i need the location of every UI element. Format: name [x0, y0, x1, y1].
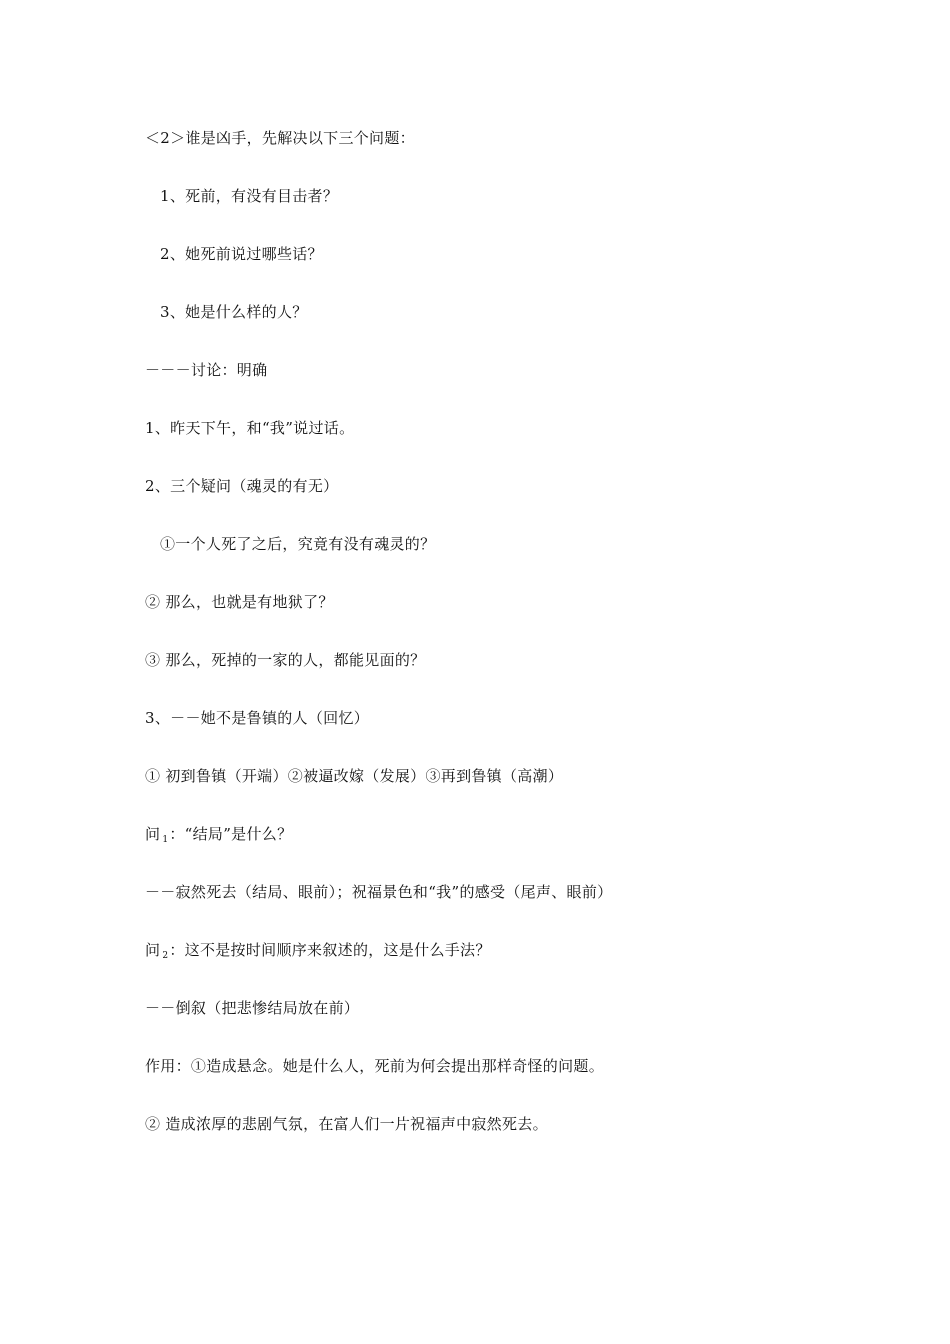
plot-stages: ① 初到鲁镇（开端）②被逼改嫁（发展）③再到鲁镇（高潮）	[145, 767, 564, 785]
doubt-1: ①一个人死了之后，究竟有没有魂灵的？	[160, 535, 436, 553]
question-1-text: ：“结局”是什么？	[169, 825, 293, 843]
question-1-prefix: 问	[145, 825, 161, 843]
question-item-2: 2、她死前说过哪些话？	[160, 245, 323, 263]
doubt-2: ② 那么，也就是有地狱了？	[145, 593, 334, 611]
effect-2: ② 造成浓厚的悲剧气氛，在富人们一片祝福声中寂然死去。	[145, 1115, 548, 1133]
answer-3: 3、－－她不是鲁镇的人（回忆）	[145, 709, 370, 727]
answer-q1: －－寂然死去（结局、眼前）；祝福景色和“我”的感受（尾声、眼前）	[145, 883, 613, 901]
doubt-3: ③ 那么，死掉的一家的人，都能见面的？	[145, 651, 426, 669]
question-2-text: ：这不是按时间顺序来叙述的，这是什么手法？	[169, 941, 491, 959]
answer-1: 1、昨天下午，和“我”说过话。	[145, 419, 355, 437]
question-2-subscript: 2	[162, 951, 169, 961]
question-1	[145, 824, 292, 850]
effect-1: 作用：①造成悬念。她是什么人，死前为何会提出那样奇怪的问题。	[145, 1057, 605, 1075]
answer-2: 2、三个疑问（魂灵的有无）	[145, 477, 339, 495]
discussion-heading: －－－讨论：明确	[145, 361, 268, 379]
question-2	[145, 940, 491, 966]
question-2-prefix: 问	[145, 941, 161, 959]
section-heading: ＜2＞谁是凶手，先解决以下三个问题：	[145, 129, 415, 147]
question-item-1: 1、死前，有没有目击者？	[160, 187, 339, 205]
question-1-subscript: 1	[162, 835, 169, 845]
answer-q2: －－倒叙（把悲惨结局放在前）	[145, 999, 360, 1017]
question-item-3: 3、她是什么样的人？	[160, 303, 308, 321]
